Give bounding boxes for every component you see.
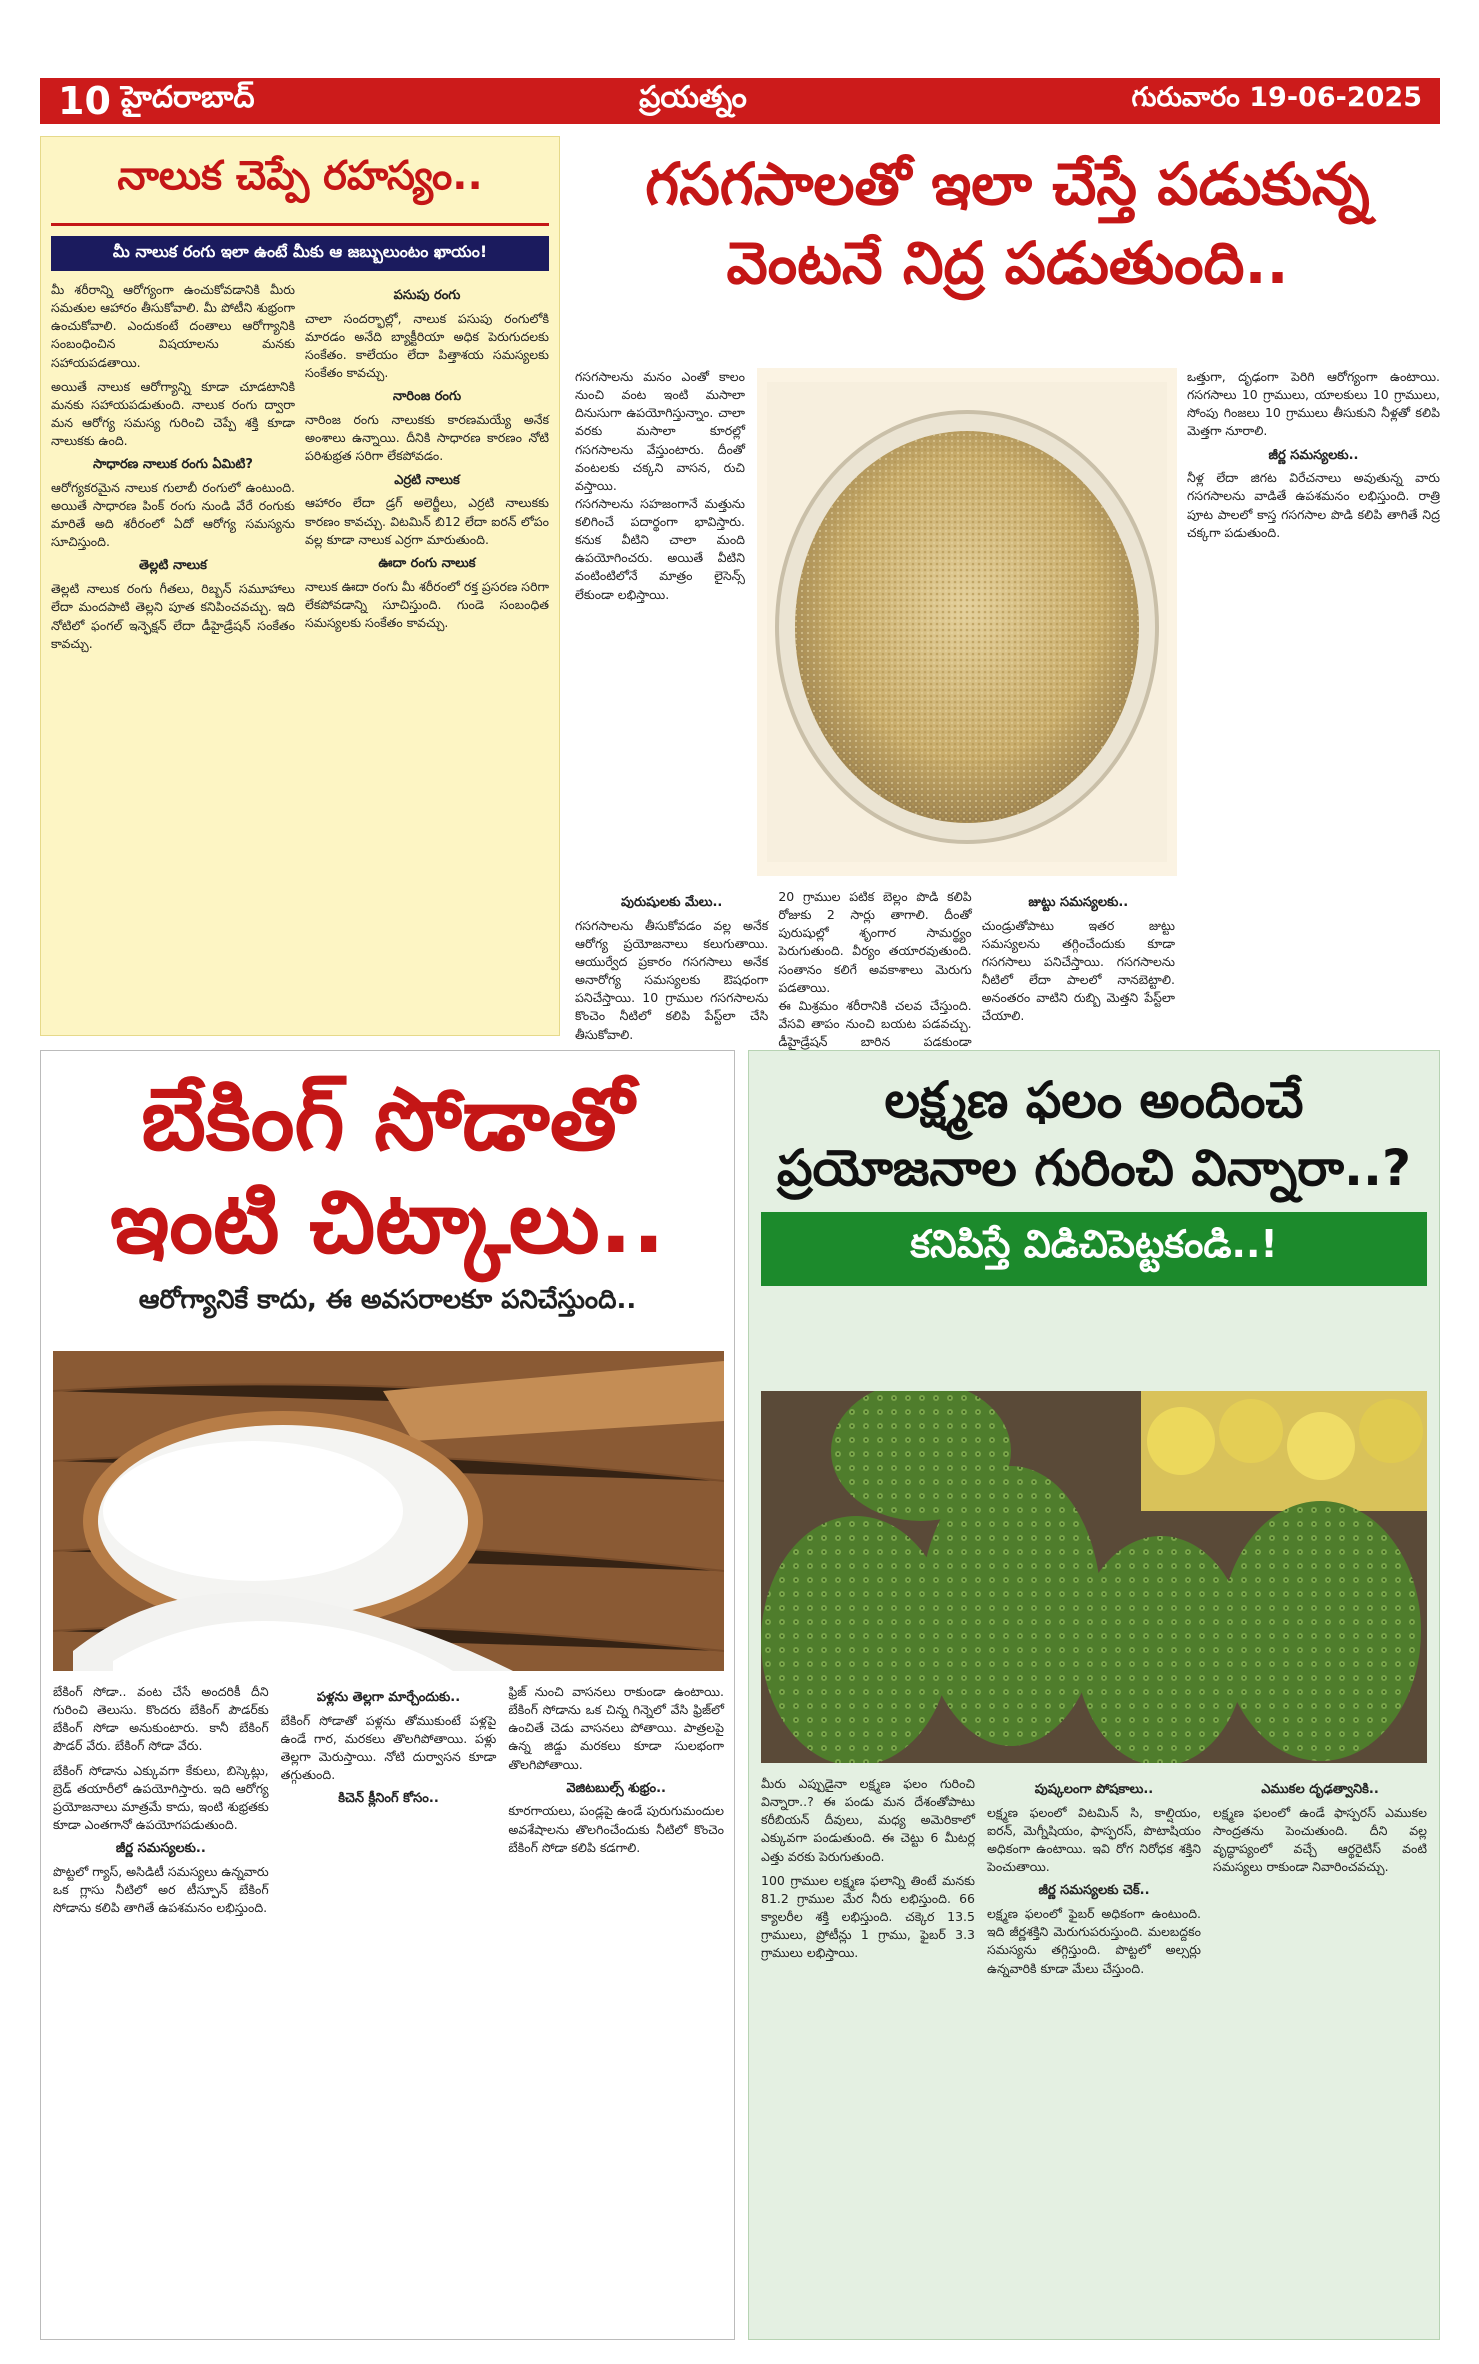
poppy-para-1: గసగసాలను మనం ఎంతో కాలం నుంచి వంట ఇంటి మసాలా దినుసుగా ఉపయోగిస్తున్నాం. చాలా వరకు మసాలా కూరల్లో గసగసాలను వేస్తుంటారు. దీంతో వంటలకు చక్కని వాసన, రుచి వస్తాయి. xyxy=(575,369,745,493)
poppy-seeds-bowl-image xyxy=(767,382,1167,862)
soursop-fruits-image xyxy=(761,1391,1427,1763)
edition-date: గురువారం 19-06-2025 xyxy=(1131,82,1422,113)
tongue-sub-white: తెల్లటి నాలుక xyxy=(139,558,207,574)
poppy-headline-1: గసగసాలతో ఇలా చేస్తే పడుకున్న xyxy=(645,150,1370,218)
soursop-para-1: మీరు ఎప్పుడైనా లక్ష్మణ ఫలం గురించి విన్నారా..? ఈ పండు మన దేశంతోపాటు కరీబియన్ దీవులు, మధ్య అమెరికాలో ఎక్కువగా పండుతుంది. ఈ చెట్టు 6 మీటర్ల ఎత్తు వరకు పెరుగుతుంది. xyxy=(761,1776,975,1864)
baking-column-3 xyxy=(508,1683,724,1923)
baking-sub-teeth: పళ్లను తెల్లగా మార్చేందుకు.. xyxy=(316,1690,461,1705)
baking-sub-digest: జీర్ణ సమస్యలకు.. xyxy=(115,1841,206,1856)
poppy-para-8: నీళ్ల లేదా జిగట విరేచనాలు అవుతున్న వారు గసగసాలను వాడితే ఉపశమనం లభిస్తుంది. రాత్రి పూట పాలలో కాస్త గసగసాల పొడి కలిపి తాగితే నిద్ర చక్కగా పడుతుంది. xyxy=(1187,470,1440,540)
tongue-column-2 xyxy=(305,281,549,659)
page-number: 10 xyxy=(58,79,111,123)
soursop-para-2: 100 గ్రాముల లక్ష్మణ ఫలాన్ని తింటే మనకు 81.2 గ్రాముల మేర నీరు లభిస్తుంది. 66 క్యాలరీల శక్తి లభిస్తుంది. చక్కెర 13.5 గ్రాములు, ప్రోటీన్లు 1 గ్రాము, ఫైబర్ 3.3 గ్రాములు లభిస్తాయి. xyxy=(761,1872,975,1961)
baking-soda-spoon-image xyxy=(53,1351,724,1671)
tongue-sub-healthy: సాధారణ నాలుక రంగు ఏమిటి? xyxy=(93,457,253,473)
soursop-headline-1: లక్ష్మణ ఫలం అందించే xyxy=(884,1071,1304,1129)
newspaper-name: ప్రయత్నం xyxy=(639,80,747,115)
soursop-article-body xyxy=(761,1775,1427,1984)
city-name: హైదరాబాద్ xyxy=(120,80,255,115)
baking-para-1: బేకింగ్ సోడా.. వంట చేసే అందరికీ దీని గురించి తెలుసు. కొందరు బేకింగ్ పౌడర్‌కు బేకింగ్ సోడా అనుకుంటారు. కానీ బేకింగ్ పౌడర్ వేరు. బేకింగ్ సోడా వేరు. xyxy=(53,1684,269,1754)
poppy-para-3: గసగసాలను తీసుకోవడం వల్ల అనేక ఆరోగ్య ప్రయోజనాలు కలుగుతాయి. ఆయుర్వేద ప్రకారం గసగసాలు అనేక అనారోగ్య సమస్యలకు ఔషధంగా పనిచేస్తాయి. 10 గ్రాముల గసగసాలను కొంచెం నీటిలో కలిపి పేస్ట్‌లా చేసి తీసుకోవాలి. xyxy=(575,917,769,1042)
poppy-sub-benefits: పురుషులకు మేలు.. xyxy=(621,895,723,910)
tongue-para-8: నాలుక ఊదా రంగు మీ శరీరంలో రక్త ప్రసరణ సరిగా లేకపోవడాన్ని సూచిస్తుంది. గుండె సంబంధిత సమస్యలకు సంకేతం కావచ్చు. xyxy=(305,578,549,630)
masthead xyxy=(40,78,1440,124)
baking-para-6: కూరగాయలు, పండ్లపై ఉండే పురుగుమందుల అవశేషాలను తొలగించేందుకు నీటిలో కొంచెం బేకింగ్ సోడా కలిపి కడగాలి. xyxy=(508,1803,724,1855)
baking-para-4: బేకింగ్ సోడాతో పళ్లను తోముకుంటే పళ్లపై ఉండే గార, మరకలు తొలగిపోతాయి. పళ్లు తెల్లగా మెరుస్తాయి. నోటి దుర్వాసన కూడా తగ్గుతుంది. xyxy=(280,1712,497,1783)
tongue-para-5: చాలా సందర్భాల్లో, నాలుక పసుపు రంగులోకి మారడం అనేది బ్యాక్టీరియా అధిక పెరుగుదలకు సంకేతం. కాలేయం లేదా పిత్తాశయ సమస్యలకు సంకేతం కావచ్చు. xyxy=(305,310,549,381)
poppy-article xyxy=(575,136,1440,1049)
tongue-sub-red: ఎర్రటి నాలుక xyxy=(394,472,460,488)
baking-headline-2: ఇంటి చిట్కాలు.. xyxy=(110,1173,665,1274)
poppy-para-2: గసగసాలను సహజంగానే మత్తును కలిగించే పదార్థంగా భావిస్తారు. కనుక వీటిని చాలా మంది ఉపయోగించరు. అయితే వీటిని వంటింటిలోనే మాత్రం లైసెన్స్ లేకుండా లభిస్తాయి. xyxy=(575,495,745,602)
masthead-left xyxy=(58,79,255,123)
tongue-para-2: అయితే నాలుక ఆరోగ్యాన్ని కూడా చూడటానికి మనకు సహాయపడుతుంది. నాలుక రంగు ద్వారా మన ఆరోగ్య సమస్య గురించి చెప్పే శక్తి కూడా నాలుకకు ఉంది. xyxy=(51,378,295,448)
tongue-para-3: ఆరోగ్యకరమైన నాలుక గులాబీ రంగులో ఉంటుంది. అయితే సాధారణ పింక్ రంగు నుండి వేరే రంగుకు మారితే అది శరీరంలో ఏదో ఆరోగ్య సమస్యను సూచిస్తుంది. xyxy=(51,479,295,550)
soursop-column-3 xyxy=(1213,1775,1427,1984)
tongue-column-1 xyxy=(51,281,295,659)
poppy-para-7: ఒత్తుగా, దృఢంగా పెరిగి ఆరోగ్యంగా ఉంటాయి. గసగసాలు 10 గ్రాములు, యాలకులు 10 గ్రాములు, సోంపు గింజలు 10 గ్రాములు తీసుకుని నీళ్లతో కలిపి మెత్తగా నూరాలి. xyxy=(1187,369,1440,439)
baking-soda-article xyxy=(40,1050,735,2340)
poppy-column-1 xyxy=(575,368,745,604)
poppy-para-5: ఈ మిశ్రమం శరీరానికి చలవ చేస్తుంది. వేసవి తాపం నుంచి బయట పడవచ్చు. డీహైడ్రేషన్ బారిన పడకుండా xyxy=(778,997,972,1049)
baking-para-5: ఫ్రిజ్ నుంచి వాసనలు రాకుండా ఉంటాయి. బేకింగ్ సోడాను ఒక చిన్న గిన్నెలో వేసి ఫ్రిజ్‌లో ఉంచితే చెడు వాసనలు పోతాయి. పాత్రలపై ఉన్న జిడ్డు మరకలు కూడా సులభంగా తొలగిపోతాయి. xyxy=(508,1684,724,1772)
baking-article-body xyxy=(53,1683,724,1923)
tongue-sub-orange: నారింజ రంగు xyxy=(392,389,462,405)
tongue-sub-yellow: పసుపు రంగు xyxy=(393,288,461,303)
poppy-column-right xyxy=(1187,368,1440,542)
tongue-article-strap: మీ నాలుక రంగు ఇలా ఉంటే మీకు ఆ జబ్బులుంటం ఖాయం! xyxy=(51,236,549,271)
soursop-column-1 xyxy=(761,1775,975,1984)
tongue-para-1: మీ శరీరాన్ని ఆరోగ్యంగా ఉంచుకోవడానికి మీరు సమతుల ఆహారం తీసుకోవాలి. మీ పోటీని శుభ్రంగా ఉంచుకోవాలి. ఎందుకంటే దంతాలు ఆరోగ్యానికి సంబంధించిన విషయాలను మనకు సహాయపడతాయి. xyxy=(51,282,295,370)
baking-column-2 xyxy=(281,1683,497,1923)
poppy-headline-2: వెంటనే నిద్ర పడుతుంది.. xyxy=(726,228,1289,297)
tongue-article xyxy=(40,136,560,1036)
soursop-sub-bones: ఎముకల దృఢత్వానికి.. xyxy=(1261,1782,1379,1797)
baking-column-1 xyxy=(53,1683,269,1923)
soursop-para-3: లక్ష్మణ ఫలంలో విటమిన్ సి, కాల్షియం, ఐరన్, మెగ్నీషియం, ఫాస్ఫరస్, పొటాషియం అధికంగా ఉంటాయి. ఇవి రోగ నిరోధక శక్తిని పెంచుతాయి. xyxy=(987,1804,1201,1875)
baking-soda-photo xyxy=(53,1351,724,1671)
poppy-para-6: చుండ్రుతోపాటు ఇతర జుట్టు సమస్యలను తగ్గించేందుకు కూడా గసగసాలు పనిచేస్తాయి. గసగసాలను నీటిలో లేదా పాలలో నానబెట్టాలి. అనంతరం వాటిని రుబ్బి మెత్తని పేస్ట్‌లా చేయాలి. xyxy=(981,917,1175,1024)
baking-para-2: బేకింగ్ సోడాను ఎక్కువగా కేకులు, బిస్కెట్లు, బ్రెడ్ తయారీలో ఉపయోగిస్తారు. ఇది ఆరోగ్య ప్రయోజనాలు మాత్రమే కాదు, ఇంటి శుభ్రతకు కూడా ఎంతగానో ఉపయోగపడుతుంది. xyxy=(53,1762,269,1832)
soursop-para-5: లక్ష్మణ ఫలంలో ఉండే ఫాస్పరస్ ఎముకల సాంద్రతను పెంచుతుంది. దీని వల్ల వృద్ధాప్యంలో వచ్చే ఆర్థరైటిస్ వంటి సమస్యలు రాకుండా నివారించవచ్చు. xyxy=(1213,1804,1427,1875)
tongue-article-body xyxy=(51,281,549,659)
tongue-para-6: నారింజ రంగు నాలుకకు కారణమయ్యే అనేక అంశాలు ఉన్నాయి. దీనికి సాధారణ కారణం నోటి పరిశుభ్రత సరిగా లేకపోవడం. xyxy=(305,412,549,464)
soursop-column-2 xyxy=(987,1775,1201,1984)
soursop-headline-2: ప్రయోజనాల గురించి విన్నారా..? xyxy=(776,1138,1412,1197)
baking-sub-veg: వెజిటబుల్స్ శుభ్రం.. xyxy=(566,1780,666,1796)
poppy-sub-digest: జీర్ణ సమస్యలకు.. xyxy=(1268,447,1359,463)
soursop-sub-digestion: జీర్ణ సమస్యలకు చెక్.. xyxy=(1038,1883,1150,1899)
baking-para-3: పొట్టలో గ్యాస్, అసిడిటీ సమస్యలు ఉన్నవారు ఒక గ్లాసు నీటిలో అర టీస్పూన్ బేకింగ్ సోడాను కలిపి తాగితే ఉపశమనం లభిస్తుంది. xyxy=(53,1863,269,1916)
poppy-seeds-photo xyxy=(757,368,1177,876)
soursop-sub-nutrients: పుష్కలంగా పోషకాలు.. xyxy=(1034,1782,1154,1797)
soursop-article xyxy=(748,1050,1440,2340)
soursop-banner: కనిపిస్తే విడిచిపెట్టకండి..! xyxy=(761,1212,1427,1286)
poppy-para-4: 20 గ్రాముల పటిక బెల్లం పొడి కలిపి రోజుకు 2 సార్లు తాగాలి. దీంతో పురుషుల్లో శృంగార సామర్థ్యం పెరుగుతుంది. వీర్యం తయారవుతుంది. సంతానం కలిగే అవకాశాలు మెరుగు పడతాయి. xyxy=(778,889,972,995)
tongue-para-4: తెల్లటి నాలుక రంగు గీతలు, రిబ్బన్ సమూహాలు లేదా మందపాటి తెల్లని పూత కనిపించవచ్చు. ఇది నోటిలో ఫంగల్ ఇన్ఫెక్షన్ లేదా డీహైడ్రేషన్ సంకేతం కావచ్చు. xyxy=(51,581,295,651)
poppy-sub-hair: జుట్టు సమస్యలకు.. xyxy=(1028,895,1129,910)
baking-sub-cleaning: కిచెన్ క్లీనింగ్‌ కోసం.. xyxy=(338,1791,439,1807)
baking-deck: ఆరోగ్యానికే కాదు, ఈ అవసరాలకూ పనిచేస్తుంది.. xyxy=(138,1285,637,1316)
baking-headline-1: బేకింగ్ సోడాతో xyxy=(141,1070,634,1170)
tongue-para-7: ఆహారం లేదా డ్రగ్ అలెర్జీలు, ఎర్రటి నాలుకకు కారణం కావచ్చు. విటమిన్ బి12 లేదా ఐరన్ లోపం వల్ల కూడా నాలుక ఎర్రగా మారుతుంది. xyxy=(305,495,549,547)
soursop-para-4: లక్ష్మణ ఫలంలో ఫైబర్ అధికంగా ఉంటుంది. ఇది జీర్ణశక్తిని మెరుగుపరుస్తుంది. మలబద్దకం సమస్యను తగ్గిస్తుంది. పొట్టలో అల్సర్లు ఉన్నవారికి కూడా మేలు చేస్తుంది. xyxy=(987,1906,1201,1976)
soursop-fruit-photo xyxy=(761,1391,1427,1763)
tongue-sub-purple: ఊదా రంగు నాలుక xyxy=(378,555,476,571)
tongue-article-title: నాలుక చెప్పే రహస్యం.. xyxy=(51,147,549,226)
